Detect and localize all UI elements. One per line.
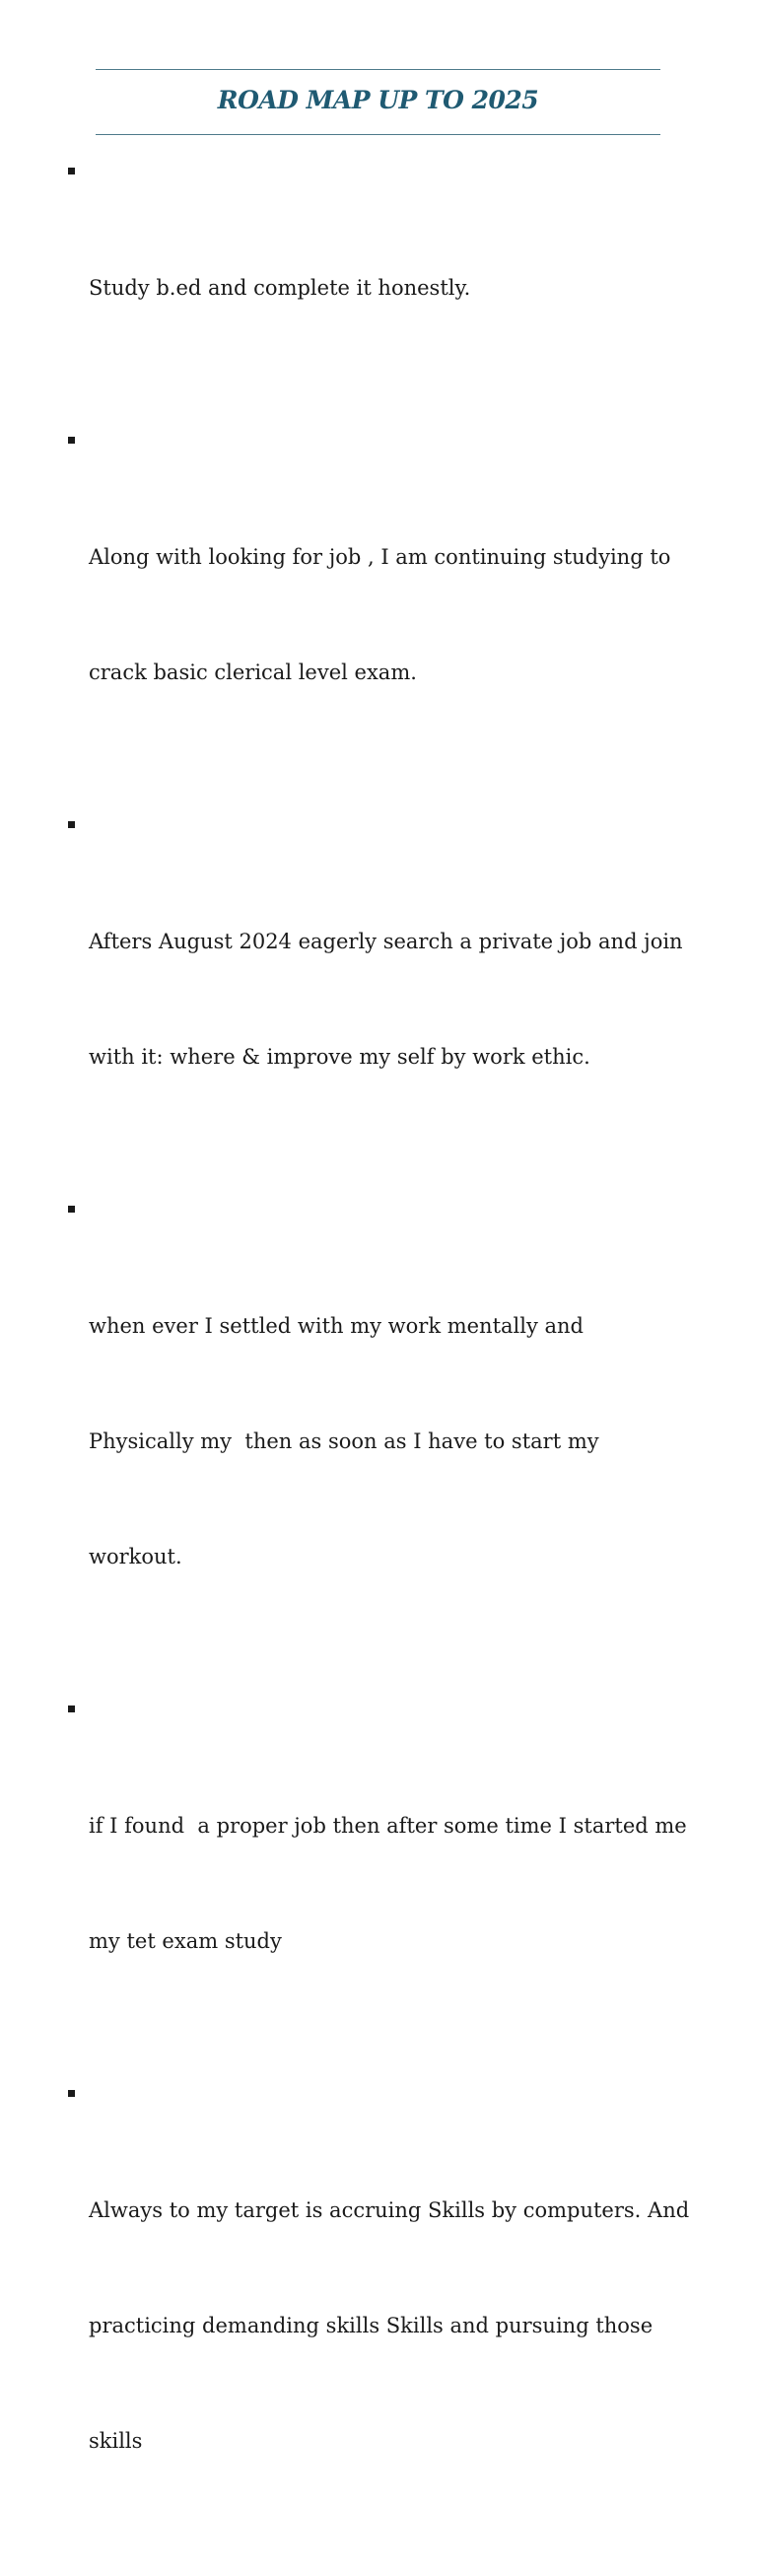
- square-bullet-icon: [68, 821, 75, 828]
- title-bottom-rule: [96, 134, 660, 135]
- square-bullet-icon: [68, 168, 75, 174]
- page-title: ROAD MAP UP TO 2025: [217, 86, 539, 114]
- item-line: skills: [89, 2429, 143, 2453]
- item-line: when ever I settled with my work mentally and: [89, 1314, 585, 1338]
- list-item: [0, 423, 757, 769]
- item-line: practicing demanding skills Skills and pursuing those: [89, 2314, 654, 2337]
- square-bullet-icon: [68, 1206, 75, 1213]
- list-item: [0, 1692, 757, 2038]
- square-bullet-icon: [68, 1706, 75, 1712]
- item-line: with it: where & improve my self by work ethic.: [89, 1045, 590, 1069]
- item-line: Physically my then as soon as I have to start my: [89, 1429, 599, 1453]
- item-line: Always to my target is accruing Skills by computers. And: [89, 2198, 690, 2222]
- item-line: if I found a proper job then after some time I started me: [89, 1814, 687, 1838]
- roadmap-list: [0, 154, 757, 2576]
- square-bullet-icon: [68, 2090, 75, 2097]
- item-line: crack basic clerical level exam.: [89, 661, 417, 684]
- item-line: my tet exam study: [89, 1929, 282, 1953]
- list-item: [0, 154, 757, 384]
- item-line: Study b.ed and complete it honestly.: [89, 276, 471, 300]
- item-line: Along with looking for job , I am continuing studying to: [89, 545, 671, 569]
- square-bullet-icon: [68, 437, 75, 444]
- list-item: [0, 2076, 757, 2538]
- item-line: Afters August 2024 eagerly search a private job and join: [89, 930, 683, 953]
- item-line: workout.: [89, 1545, 182, 1568]
- list-item: [0, 807, 757, 1153]
- list-item: [0, 1192, 757, 1653]
- title-top-rule: [96, 69, 660, 70]
